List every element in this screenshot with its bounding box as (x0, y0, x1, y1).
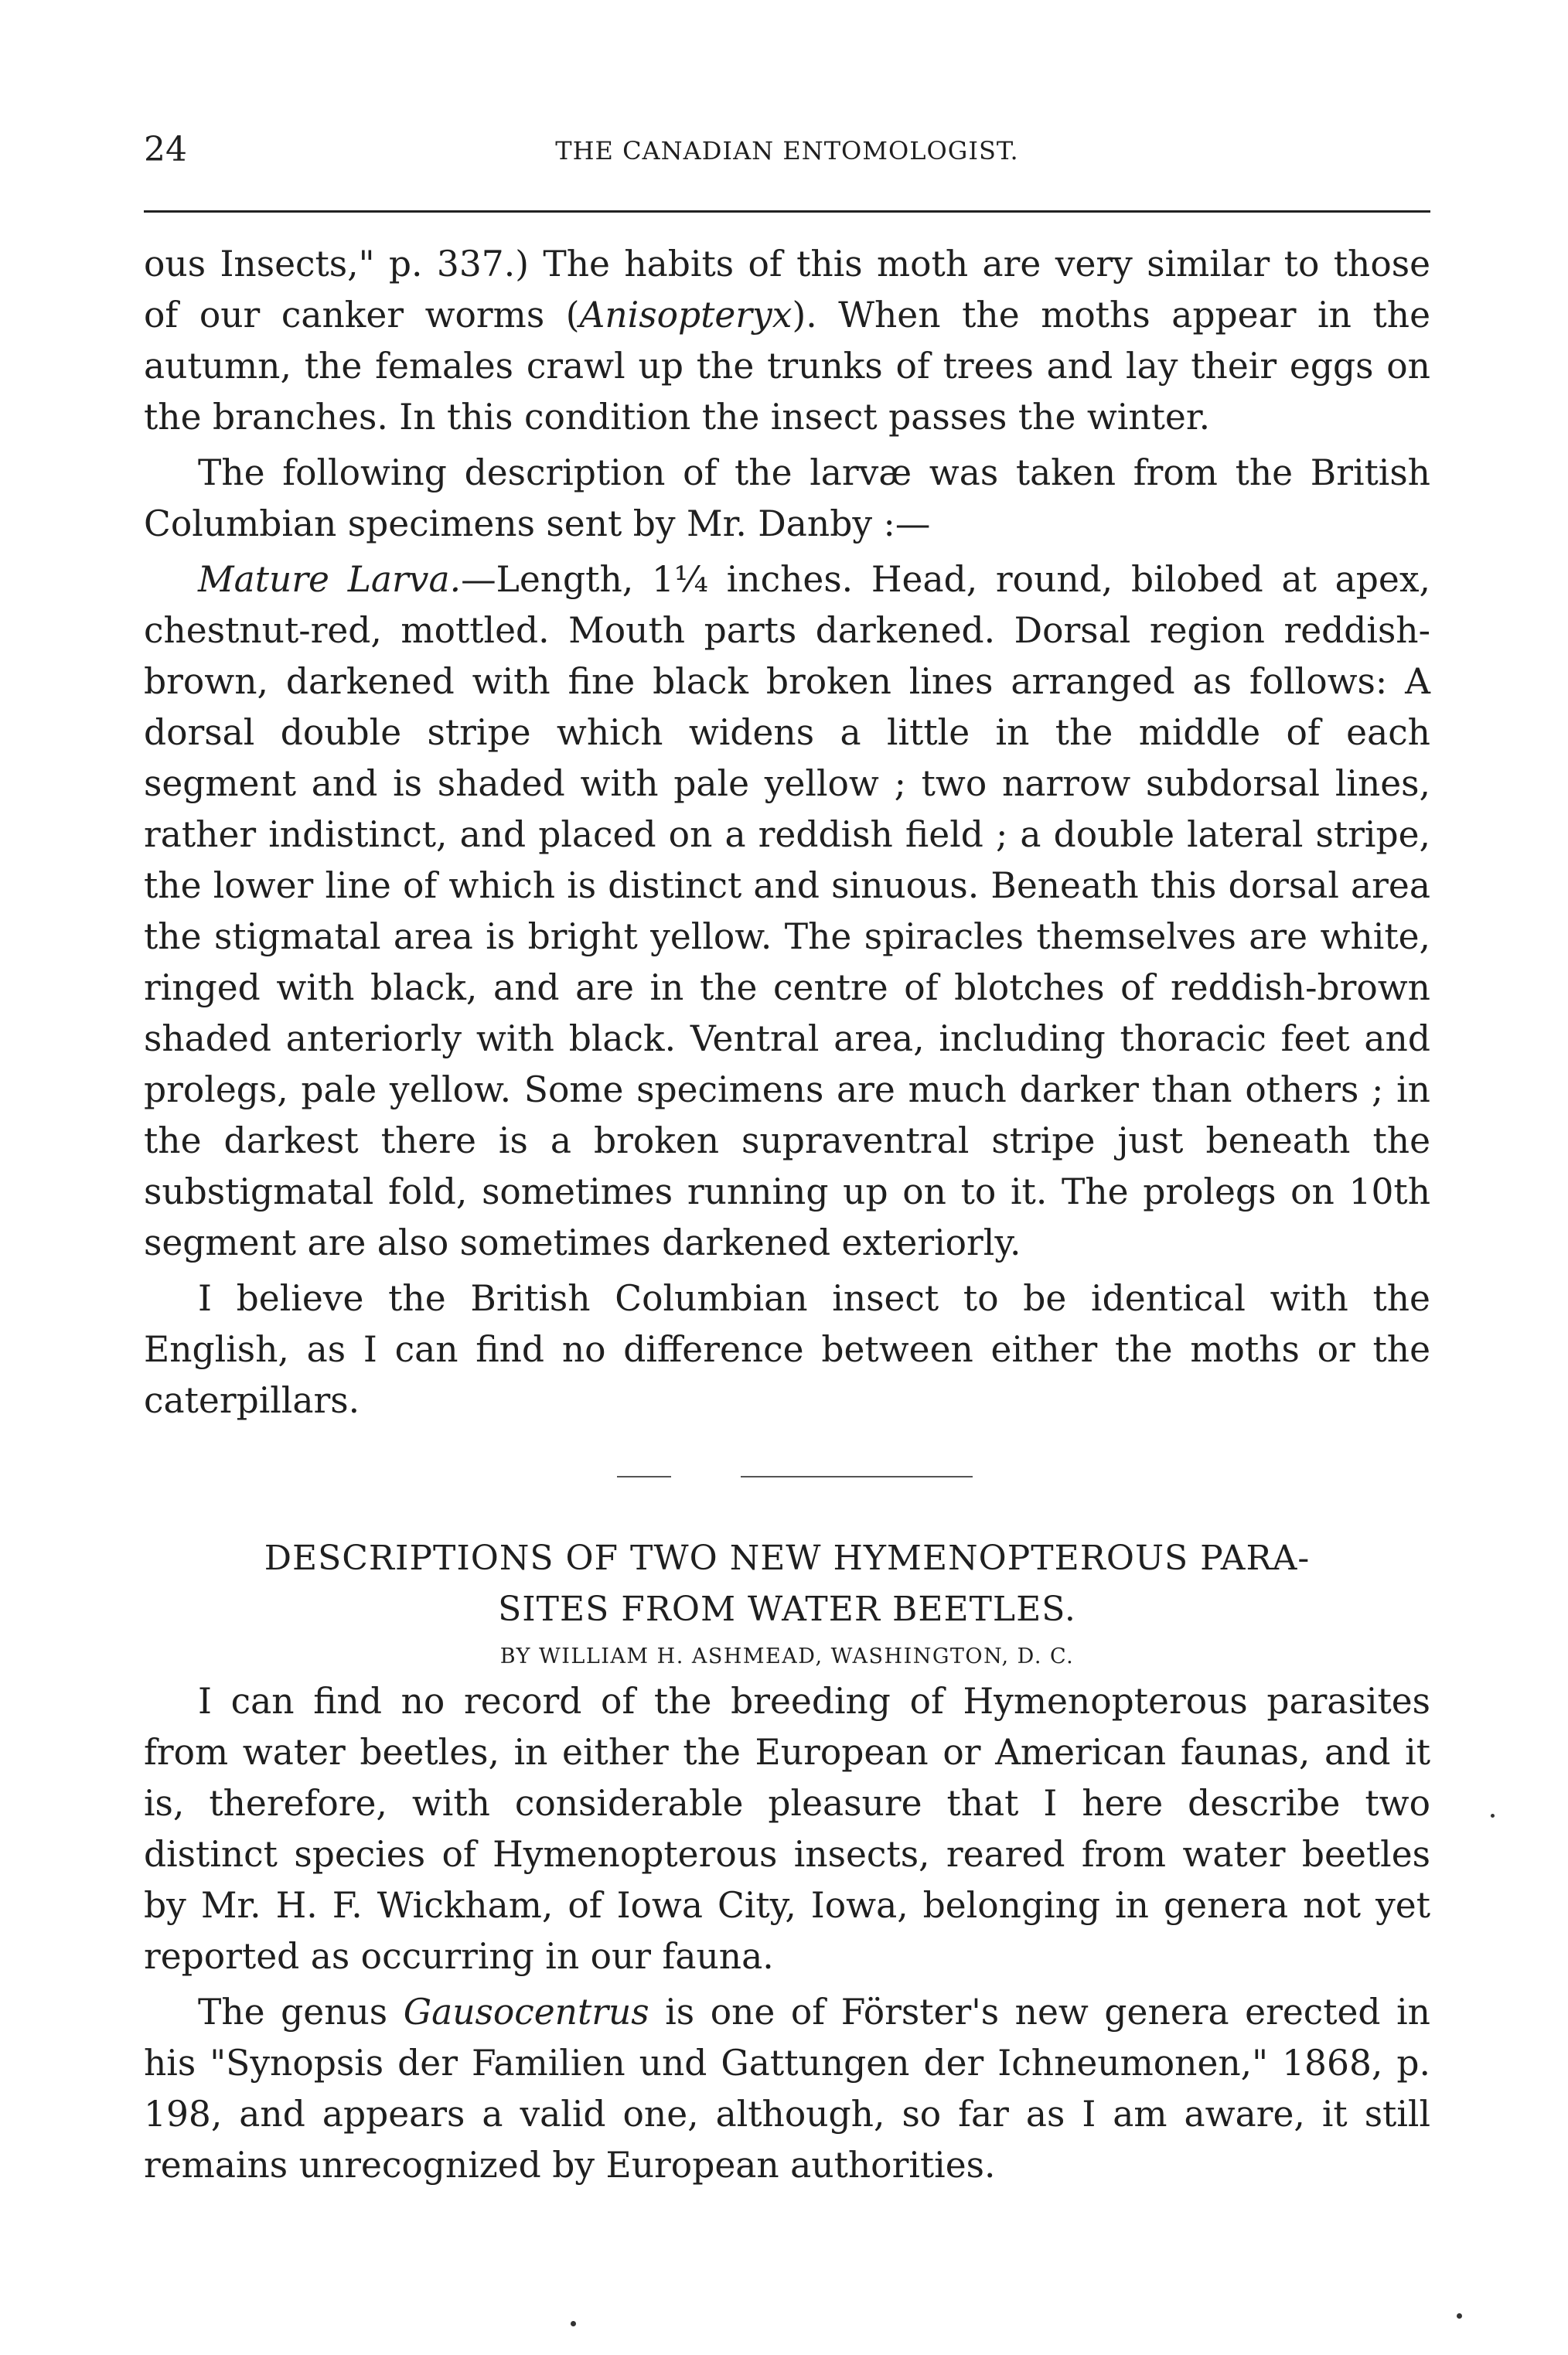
header-rule (144, 210, 1430, 213)
page-number: 24 (144, 130, 187, 169)
section-divider (586, 1474, 988, 1479)
article-byline: BY WILLIAM H. ASHMEAD, WASHINGTON, D. C. (499, 1644, 1075, 1668)
paragraph-conclusion: I believe the British Columbian insect to be identical with the English, as I can find no difference between either the moths or the caterpillars. (144, 1278, 1430, 1421)
print-speck (571, 2321, 576, 2326)
article-title-line-1: DESCRIPTIONS OF TWO NEW HYMENOPTEROUS PARA- (264, 1539, 1311, 1578)
article-body (144, 1676, 1430, 2191)
paragraph-mature-larva: Mature Larva.—Length, 1¼ inches. Head, round, bilobed at apex, chestnut-red, mottled. Mouth parts darkened. Dorsal region reddish-brown, darkened with fine black broken lines arranged as follows: A dorsal double stripe which widens a little in the middle of each segment and is shaded with pale yellow ; two narrow subdorsal lines, rather indistinct, and placed on a reddish field ; a double lateral stripe, the lower line of which is distinct and sinuous. Beneath this dorsal area the stigmatal area is bright yellow. The spiracles themselves are white, ringed with black, and are in the centre of blotches of reddish-brown shaded anteriorly with black. Ventral area, including thoracic feet and prolegs, pale yellow. Some specimens are much darker than others ; in the darkest there is a broken supraventral stripe just beneath the substigmatal fold, sometimes running up on to it. The prolegs on 10th segment are also sometimes darkened exteriorly. (144, 559, 1430, 1263)
print-speck (1457, 2313, 1462, 2319)
body-text (144, 239, 1430, 1426)
paragraph-larvae-intro: The following description of the larvæ was taken from the British Columbian specimens sent by Mr. Danby :— (144, 452, 1430, 544)
article-paragraph-2: The genus Gausocentrus is one of Förster's new genera erected in his "Synopsis der Familien und Gattungen der Ichneumonen," 1868, p. 198, and appears a valid one, although, so far as I am aware, it still remains unrecognized by European authorities. (144, 1992, 1430, 2186)
article-title (144, 1533, 1430, 1635)
page (144, 116, 1430, 2191)
article-paragraph-1: I can find no record of the breeding of Hymenopterous parasites from water beetles, in either the European or American faunas, and it is, therefore, with considerable pleasure that I here describe two distinct species of Hymenopterous insects, reared from water beetles by Mr. H. F. Wickham, of Iowa City, Iowa, belonging in genera not yet reported as occurring in our fauna. (144, 1681, 1430, 1977)
page-header (144, 116, 1430, 170)
article-title-line-2: SITES FROM WATER BEETLES. (498, 1590, 1076, 1629)
paragraph-continuation: ous Insects," p. 337.) The habits of this moth are very similar to those of our canker worms (Anisopteryx). When the moths appear in the autumn, the females crawl up the trunks of trees and lay their eggs on the branches. In this condition the insect passes the winter. (144, 244, 1430, 438)
print-speck (1491, 1814, 1495, 1818)
running-head: THE CANADIAN ENTOMOLOGIST. (555, 136, 1019, 165)
